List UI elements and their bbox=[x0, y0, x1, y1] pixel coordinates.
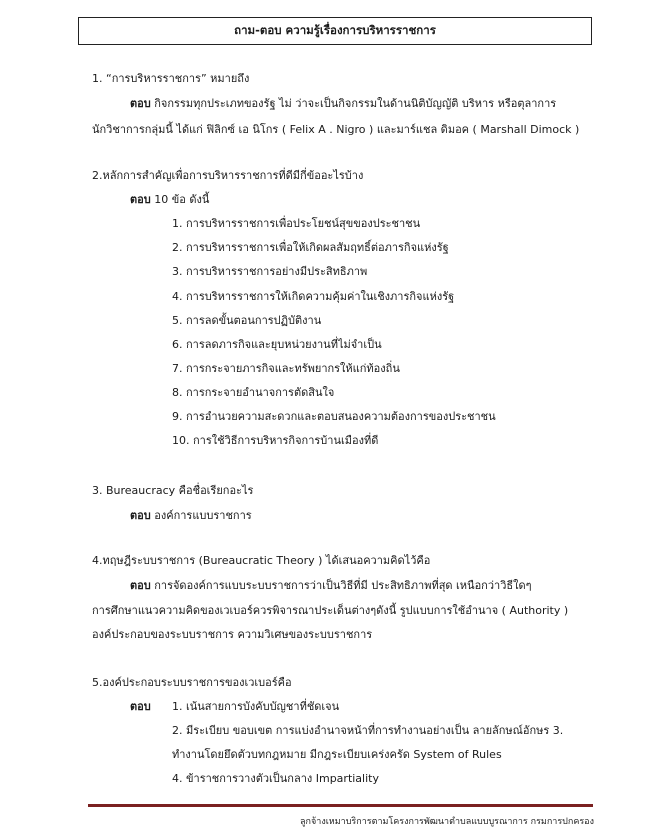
list-item: 2. มีระเบียบ ขอบเขต การแบ่งอำนาจหน้าที่การทำงานอย่างเป็น ลายลักษณ์อักษร 3. bbox=[172, 724, 564, 737]
list-item: 3. การบริหารราชการอย่างมีประสิทธิภาพ bbox=[172, 265, 368, 278]
list-item: ทำงานโดยยึดตัวบทกฎหมาย มีกฎระเบียบเคร่งครัด System of Rules bbox=[172, 748, 502, 761]
list-item: 6. การลดภารกิจและยุบหน่วยงานที่ไม่จำเป็น bbox=[172, 338, 382, 351]
answer-1-line-2: นักวิชาการกลุ่มนี้ ได้แก่ ฟิลิกซ์ เอ นิโกร ( Felix A . Nigro ) และมาร์แชล ดิมอค ( Marshall Dimock ) bbox=[92, 123, 580, 136]
answer-label: ตอบ bbox=[130, 193, 151, 206]
answer-label: ตอบ bbox=[130, 700, 151, 713]
answer-4-line-3: องค์ประกอบของระบบราชการ ความวิเศษของระบบราชการ bbox=[92, 628, 373, 641]
answer-2-intro bbox=[130, 193, 209, 207]
question-2: 2.หลักการสำคัญเพื่อการบริหารราชการที่ดีมีกี่ข้ออะไรบ้าง bbox=[92, 169, 364, 182]
question-4: 4.ทฤษฎีระบบราชการ (Bureaucratic Theory ) ได้เสนอความคิดไว้คือ bbox=[92, 554, 431, 567]
list-item: 5. การลดขั้นตอนการปฏิบัติงาน bbox=[172, 314, 322, 327]
list-item: 8. การกระจายอำนาจการตัดสินใจ bbox=[172, 386, 335, 399]
answer-label: ตอบ bbox=[130, 97, 151, 110]
footer-text: ลูกจ้างเหมาบริการตามโครงการพัฒนาตำบลแบบบูรณาการ กรมการปกครอง bbox=[300, 817, 594, 827]
question-1: 1. “การบริหารราชการ” หมายถึง bbox=[92, 72, 250, 85]
answer-label: ตอบ bbox=[130, 509, 151, 522]
list-item: 9. การอำนวยความสะดวกและตอบสนองความต้องการของประชาชน bbox=[172, 410, 496, 423]
answer-3 bbox=[130, 509, 252, 523]
list-item: 4. ข้าราชการวางตัวเป็นกลาง Impartiality bbox=[172, 772, 379, 785]
list-item: 7. การกระจายภารกิจและทรัพยากรให้แก่ท้องถิ่น bbox=[172, 362, 400, 375]
page-title: ถาม-ตอบ ความรู้เรื่องการบริหารราชการ bbox=[78, 17, 592, 45]
list-item: 2. การบริหารราชการเพื่อให้เกิดผลสัมฤทธิ์ต่อภารกิจแห่งรัฐ bbox=[172, 241, 449, 254]
answer-label: ตอบ bbox=[130, 579, 151, 592]
question-3: 3. Bureaucracy คือชื่อเรียกอะไร bbox=[92, 484, 254, 497]
answer-3-text: องค์การแบบราชการ bbox=[154, 509, 252, 522]
question-5: 5.องค์ประกอบระบบราชการของเวเบอร์คือ bbox=[92, 676, 292, 689]
answer-4-text: การจัดองค์การแบบระบบราชการว่าเป็นวิธีที่มี ประสิทธิภาพที่สุด เหนือกว่าวิธีใดๆ bbox=[154, 579, 532, 592]
footer-divider bbox=[88, 804, 593, 807]
answer-4-line-1 bbox=[130, 579, 532, 593]
list-item: 1. เน้นสายการบังคับบัญชาที่ชัดเจน bbox=[172, 700, 340, 713]
answer-4-line-2: การศึกษาแนวความคิดของเวเบอร์ควรพิจารณาประเด็นต่างๆดังนี้ รูปแบบการใช้อำนาจ ( Authority ) bbox=[92, 604, 569, 617]
answer-1-line-1 bbox=[130, 97, 556, 111]
answer-1-text: กิจกรรมทุกประเภทของรัฐ ไม่ ว่าจะเป็นกิจกรรมในด้านนิติบัญญัติ บริหาร หรือตุลาการ bbox=[154, 97, 557, 110]
answer-2-text: 10 ข้อ ดังนี้ bbox=[154, 193, 210, 206]
list-item: 1. การบริหารราชการเพื่อประโยชน์สุขของประชาชน bbox=[172, 217, 421, 230]
answer-label bbox=[130, 700, 151, 714]
list-item: 4. การบริหารราชการให้เกิดความคุ้มค่าในเชิงภารกิจแห่งรัฐ bbox=[172, 290, 455, 303]
list-item: 10. การใช้วิธีการบริหารกิจการบ้านเมืองที่ดี bbox=[172, 434, 379, 447]
